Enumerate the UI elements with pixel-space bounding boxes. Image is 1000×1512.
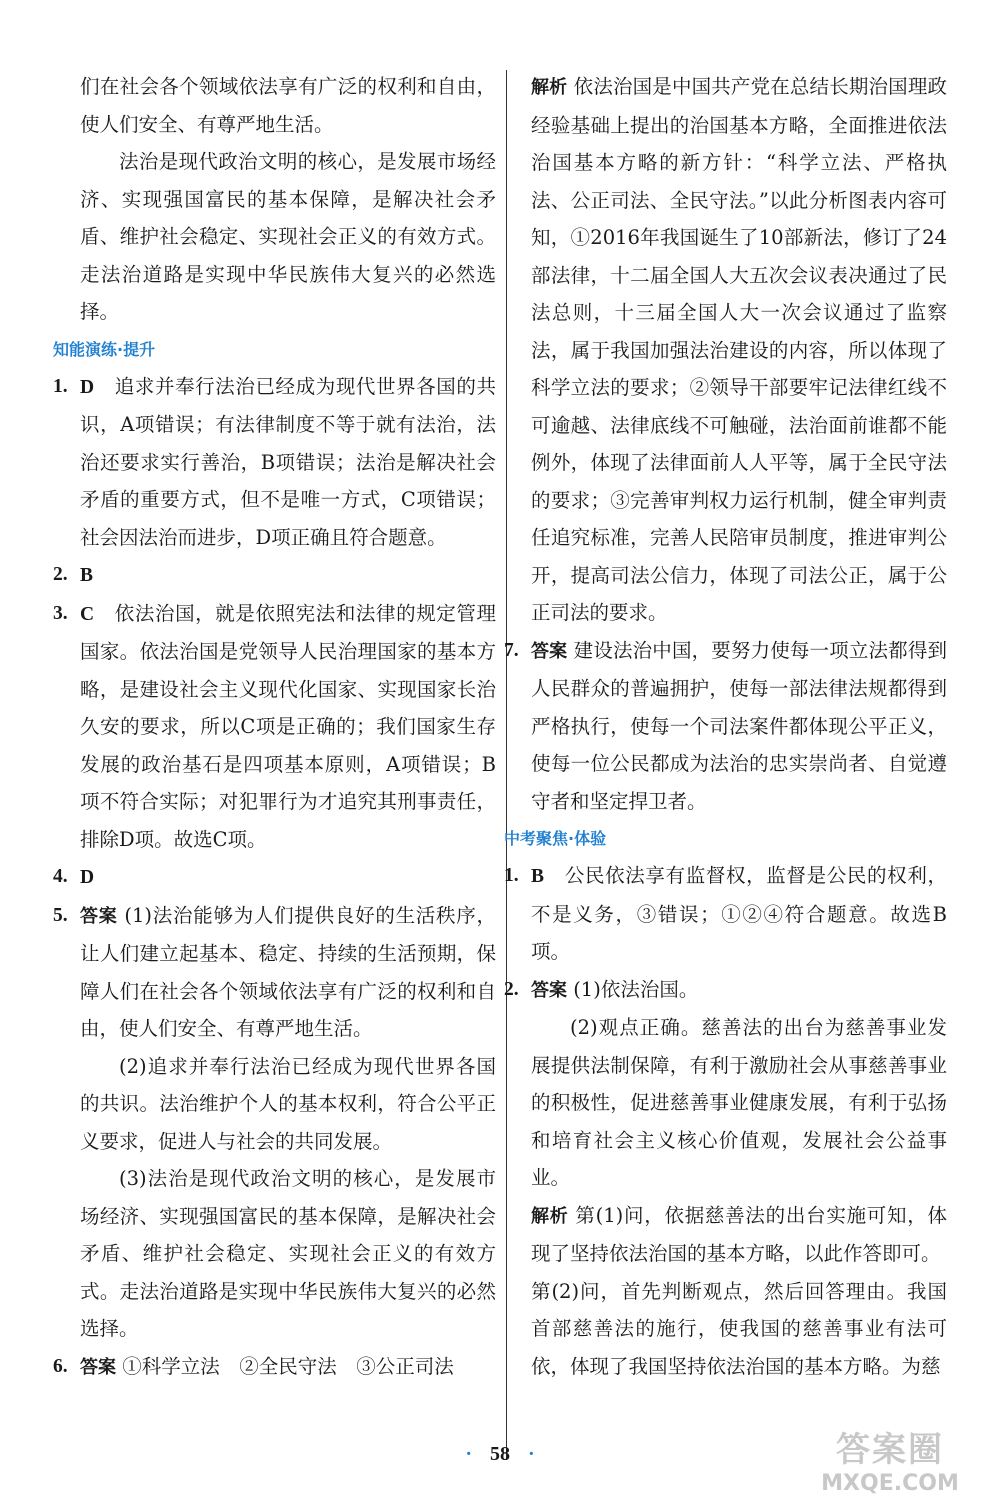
- answer-tag: 答案: [531, 979, 567, 1001]
- answer-part-1: (1)依法治国。: [573, 977, 699, 1001]
- answer-text: ①科学立法 ②全民守法 ③公正司法: [122, 1354, 454, 1378]
- section-title-exam: 中考聚焦·体验: [504, 829, 607, 848]
- question-1: [53, 368, 496, 557]
- question-number: 2.: [504, 978, 519, 1000]
- answer-letter: B: [80, 565, 94, 586]
- question-2: [53, 556, 496, 595]
- left-column: [53, 68, 496, 1386]
- footer-dot-right: ·: [528, 1443, 535, 1465]
- answer-part-2: (2)追求并奉行法治已经成为现代世界各国的共识。法治维护个人的基本权利，符合公平正义要求，促进人与社会的共同发展。: [80, 1054, 496, 1153]
- exam-question-2: [504, 971, 947, 1386]
- answer-letter: B: [531, 866, 545, 887]
- section-title-practice: 知能演练·提升: [53, 339, 156, 359]
- explanation-text: 依法治国，就是依照宪法和法律的规定管理国家。依法治国是党领导人民治理国家的基本方略，是建设社会主义现代化国家、实现国家长治久安的要求，所以C项是正确的；我们国家生存发展的政治基石是四项基本原则，A项错误；B项不符合实际；对犯罪行为才追究其刑事责任，排除D项。故选C项。: [80, 601, 496, 851]
- answer-part-3: (3)法治是现代政治文明的核心，是发展市场经济、实现强国富民的基本保障，是解决社会矛盾、维护社会稳定、实现社会正义的有效方式。走法治道路是实现中华民族伟大复兴的必然选择。: [80, 1167, 496, 1340]
- question-7: [504, 632, 947, 821]
- exam-question-1: [504, 857, 947, 971]
- answer-tag: 答案: [531, 640, 568, 662]
- footer-dot-left: ·: [465, 1443, 472, 1465]
- analysis-text: 依法治国是中国共产党在总结长期治国理政经验基础上提出的治国基本方略，全面推进依法治国基本方略的新方针：“科学立法、严格执法、公正司法、全民守法。”以此分析图表内容可知，①2016年我国诞生了10部新法，修订了24部法律，十二届全国人大五次会议表决通过了民法总则，十三届全国人大一次会议通过了监察法，属于我国加强法治建设的内容，所以体现了科学立法的要求；②领导干部要牢记法律红线不可逾越、法律底线不可触碰，法治面前谁都不能例外，体现了法律面前人人平等，属于全民守法的要求；③完善审判权力运行机制，健全审判责任追究标准，完善人民陪审员制度，推进审判公开，提高司法公信力，体现了司法公正，属于公正司法的要求。: [531, 75, 947, 624]
- question-number: 2.: [53, 564, 68, 585]
- question-number: 6.: [53, 1355, 68, 1377]
- analysis-text-2: 第(2)问，首先判断观点，然后回答理由。我国首部慈善法的施行，使我国的慈善事业有法可依，体现了我国坚持依法治国的基本方略。为慈: [531, 1279, 947, 1378]
- question-number: 3.: [53, 602, 68, 624]
- answer-letter: D: [80, 376, 95, 398]
- question-4: [53, 858, 496, 897]
- question-5: [53, 897, 496, 1348]
- explanation-text: 追求并奉行法治已经成为现代世界各国的共识，A项错误；有法律制度不等于就有法治，法治还要求实行善治，B项错误；法治是解决社会矛盾的重要方式，但不是唯一方式，C项错误；社会因法治而进步，D项正确且符合题意。: [80, 374, 496, 549]
- continued-paragraph-1: 们在社会各个领域依法享有广泛的权利和自由，使人们安全、有尊严地生活。: [80, 75, 496, 136]
- question-3: [53, 595, 496, 859]
- answer-letter: C: [80, 603, 95, 625]
- page-number: 58: [490, 1443, 510, 1465]
- question-number: 1.: [53, 375, 68, 397]
- column-divider: [506, 70, 507, 1460]
- question-6: [53, 1348, 496, 1387]
- answer-part-1: (1)法治能够为人们提供良好的生活秩序，让人们建立起基本、稳定、持续的生活预期，保障人们在社会各个领域依法享有广泛的权利和自由，使人们安全、有尊严地生活。: [80, 903, 496, 1040]
- analysis-tag: 解析: [531, 77, 568, 98]
- continued-paragraph-2: 法治是现代政治文明的核心，是发展市场经济、实现强国富民的基本保障，是解决社会矛盾、维护社会稳定、实现社会正义的有效方式。走法治道路是实现中华民族伟大复兴的必然选择。: [80, 150, 496, 323]
- question-number: 4.: [53, 866, 68, 887]
- question-number: 1.: [504, 865, 519, 886]
- answer-tag: 答案: [80, 905, 118, 927]
- right-column: [504, 68, 947, 1385]
- question-number: 7.: [504, 639, 519, 661]
- watermark-bottom: MXQE.COM: [821, 1471, 959, 1496]
- watermark-logo: [820, 1430, 960, 1505]
- answer-letter: D: [80, 867, 95, 888]
- watermark-top: 答案圈: [836, 1430, 944, 1470]
- explanation-text: 公民依法享有监督权，监督是公民的权利，不是义务，③错误；①②④符合题意。故选B项。: [531, 864, 947, 963]
- answer-tag: 答案: [80, 1356, 116, 1378]
- analysis-tag: 解析: [531, 1205, 569, 1227]
- analysis-text-1: 第(1)问，依据慈善法的出台实施可知，体现了坚持依法治国的基本方略，以此作答即可。: [531, 1203, 947, 1265]
- question-number: 5.: [53, 904, 68, 926]
- answer-text: 建设法治中国，要努力使每一项立法都得到人民群众的普遍拥护，使每一部法律法规都得到严格执行，使每一个司法案件都体现公平正义，使每一位公民都成为法治的忠实崇尚者、自觉遵守者和坚定捍卫者。: [531, 638, 947, 813]
- answer-part-2: (2)观点正确。慈善法的出台为慈善事业发展提供法制保障，有利于激励社会从事慈善事业的积极性，促进慈善事业健康发展，有利于弘扬和培育社会主义核心价值观，发展社会公益事业。: [531, 1016, 947, 1189]
